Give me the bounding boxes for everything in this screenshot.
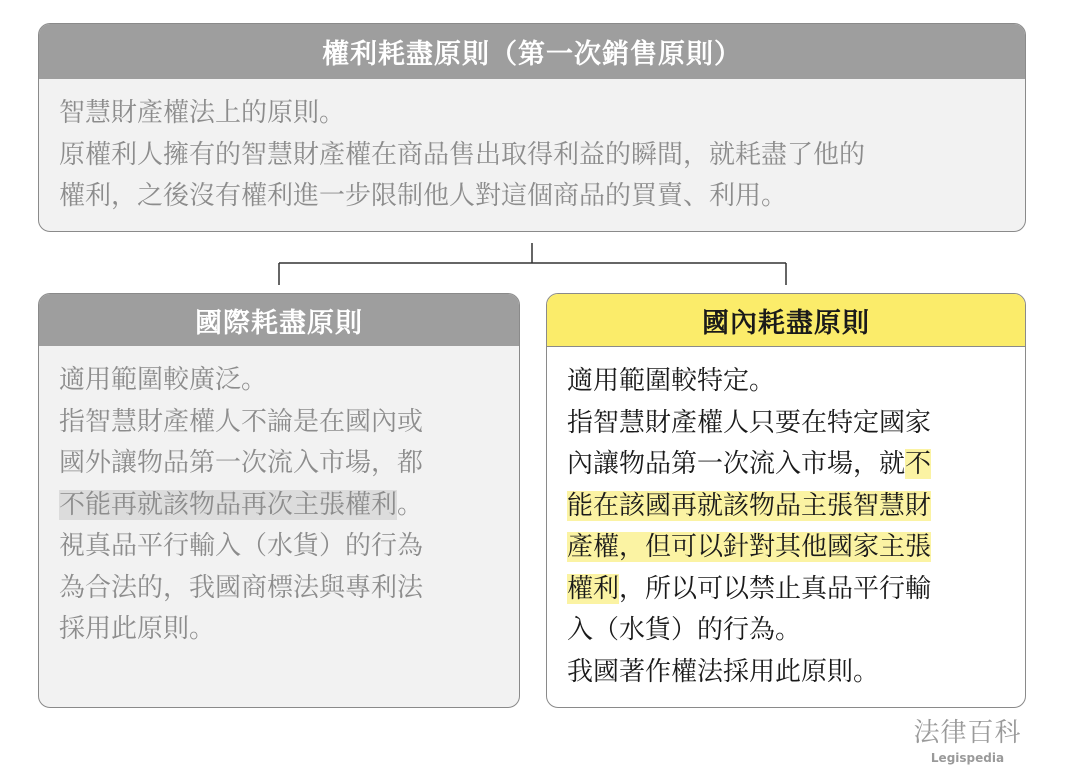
body-text: 內讓物品第一次流入市場，就 (567, 449, 906, 479)
body-line: 我國著作權法採用此原則。 (567, 656, 880, 687)
body-line (59, 485, 499, 527)
body-line: 入（水貨）的行為。 (567, 615, 802, 645)
highlighted-text: 能在該國再就該物品主張智慧財 (567, 490, 932, 521)
body-line: 權利，之後沒有權利進一步限制他人對這個商品的買賣、利用。 (59, 181, 788, 211)
exhaustion-principle-box (38, 23, 1026, 232)
exhaustion-principle-title: 權利耗盡原則（第一次銷售原則） (39, 24, 1025, 79)
international-exhaustion-body (39, 346, 519, 651)
international-exhaustion-box (38, 293, 520, 708)
body-line (567, 527, 1005, 569)
domestic-exhaustion-title: 國內耗盡原則 (547, 294, 1025, 347)
body-line: 指智慧財產權人只要在特定國家 (567, 407, 932, 438)
body-line (567, 569, 1005, 611)
body-line: 為合法的，我國商標法與專利法 (59, 572, 424, 603)
body-line: 採用此原則。 (59, 614, 216, 644)
body-text: ，所以可以禁止真品平行輸 (619, 573, 932, 604)
highlighted-text: 不 (905, 449, 932, 479)
body-line (567, 444, 1005, 486)
body-line: 適用範圍較特定。 (567, 366, 776, 396)
body-line (567, 486, 1005, 528)
brand-name-en: Legispedia (930, 751, 1005, 765)
legispedia-logo (900, 717, 1035, 767)
body-line: 適用範圍較廣泛。 (59, 365, 268, 395)
body-line: 智慧財產權法上的原則。 (59, 98, 346, 128)
body-line: 國外讓物品第一次流入市場，都 (59, 448, 424, 478)
body-line: 指智慧財產權人不論是在國內或 (59, 406, 424, 437)
highlighted-text: 產權，但可以針對其他國家主張 (567, 532, 932, 562)
body-text: 。 (397, 489, 424, 520)
highlighted-text: 權利 (567, 573, 620, 604)
exhaustion-principle-body (39, 79, 1025, 218)
brand-name-zh: 法律百科 (913, 718, 1022, 748)
body-line: 原權利人擁有的智慧財產權在商品售出取得利益的瞬間，就耗盡了他的 (59, 139, 866, 170)
domestic-exhaustion-box (546, 293, 1026, 708)
body-line: 視真品平行輸入（水貨）的行為 (59, 531, 424, 561)
international-exhaustion-title: 國際耗盡原則 (39, 294, 519, 346)
domestic-exhaustion-body (547, 347, 1025, 693)
highlighted-text: 不能再就該物品再次主張權利 (59, 489, 398, 520)
